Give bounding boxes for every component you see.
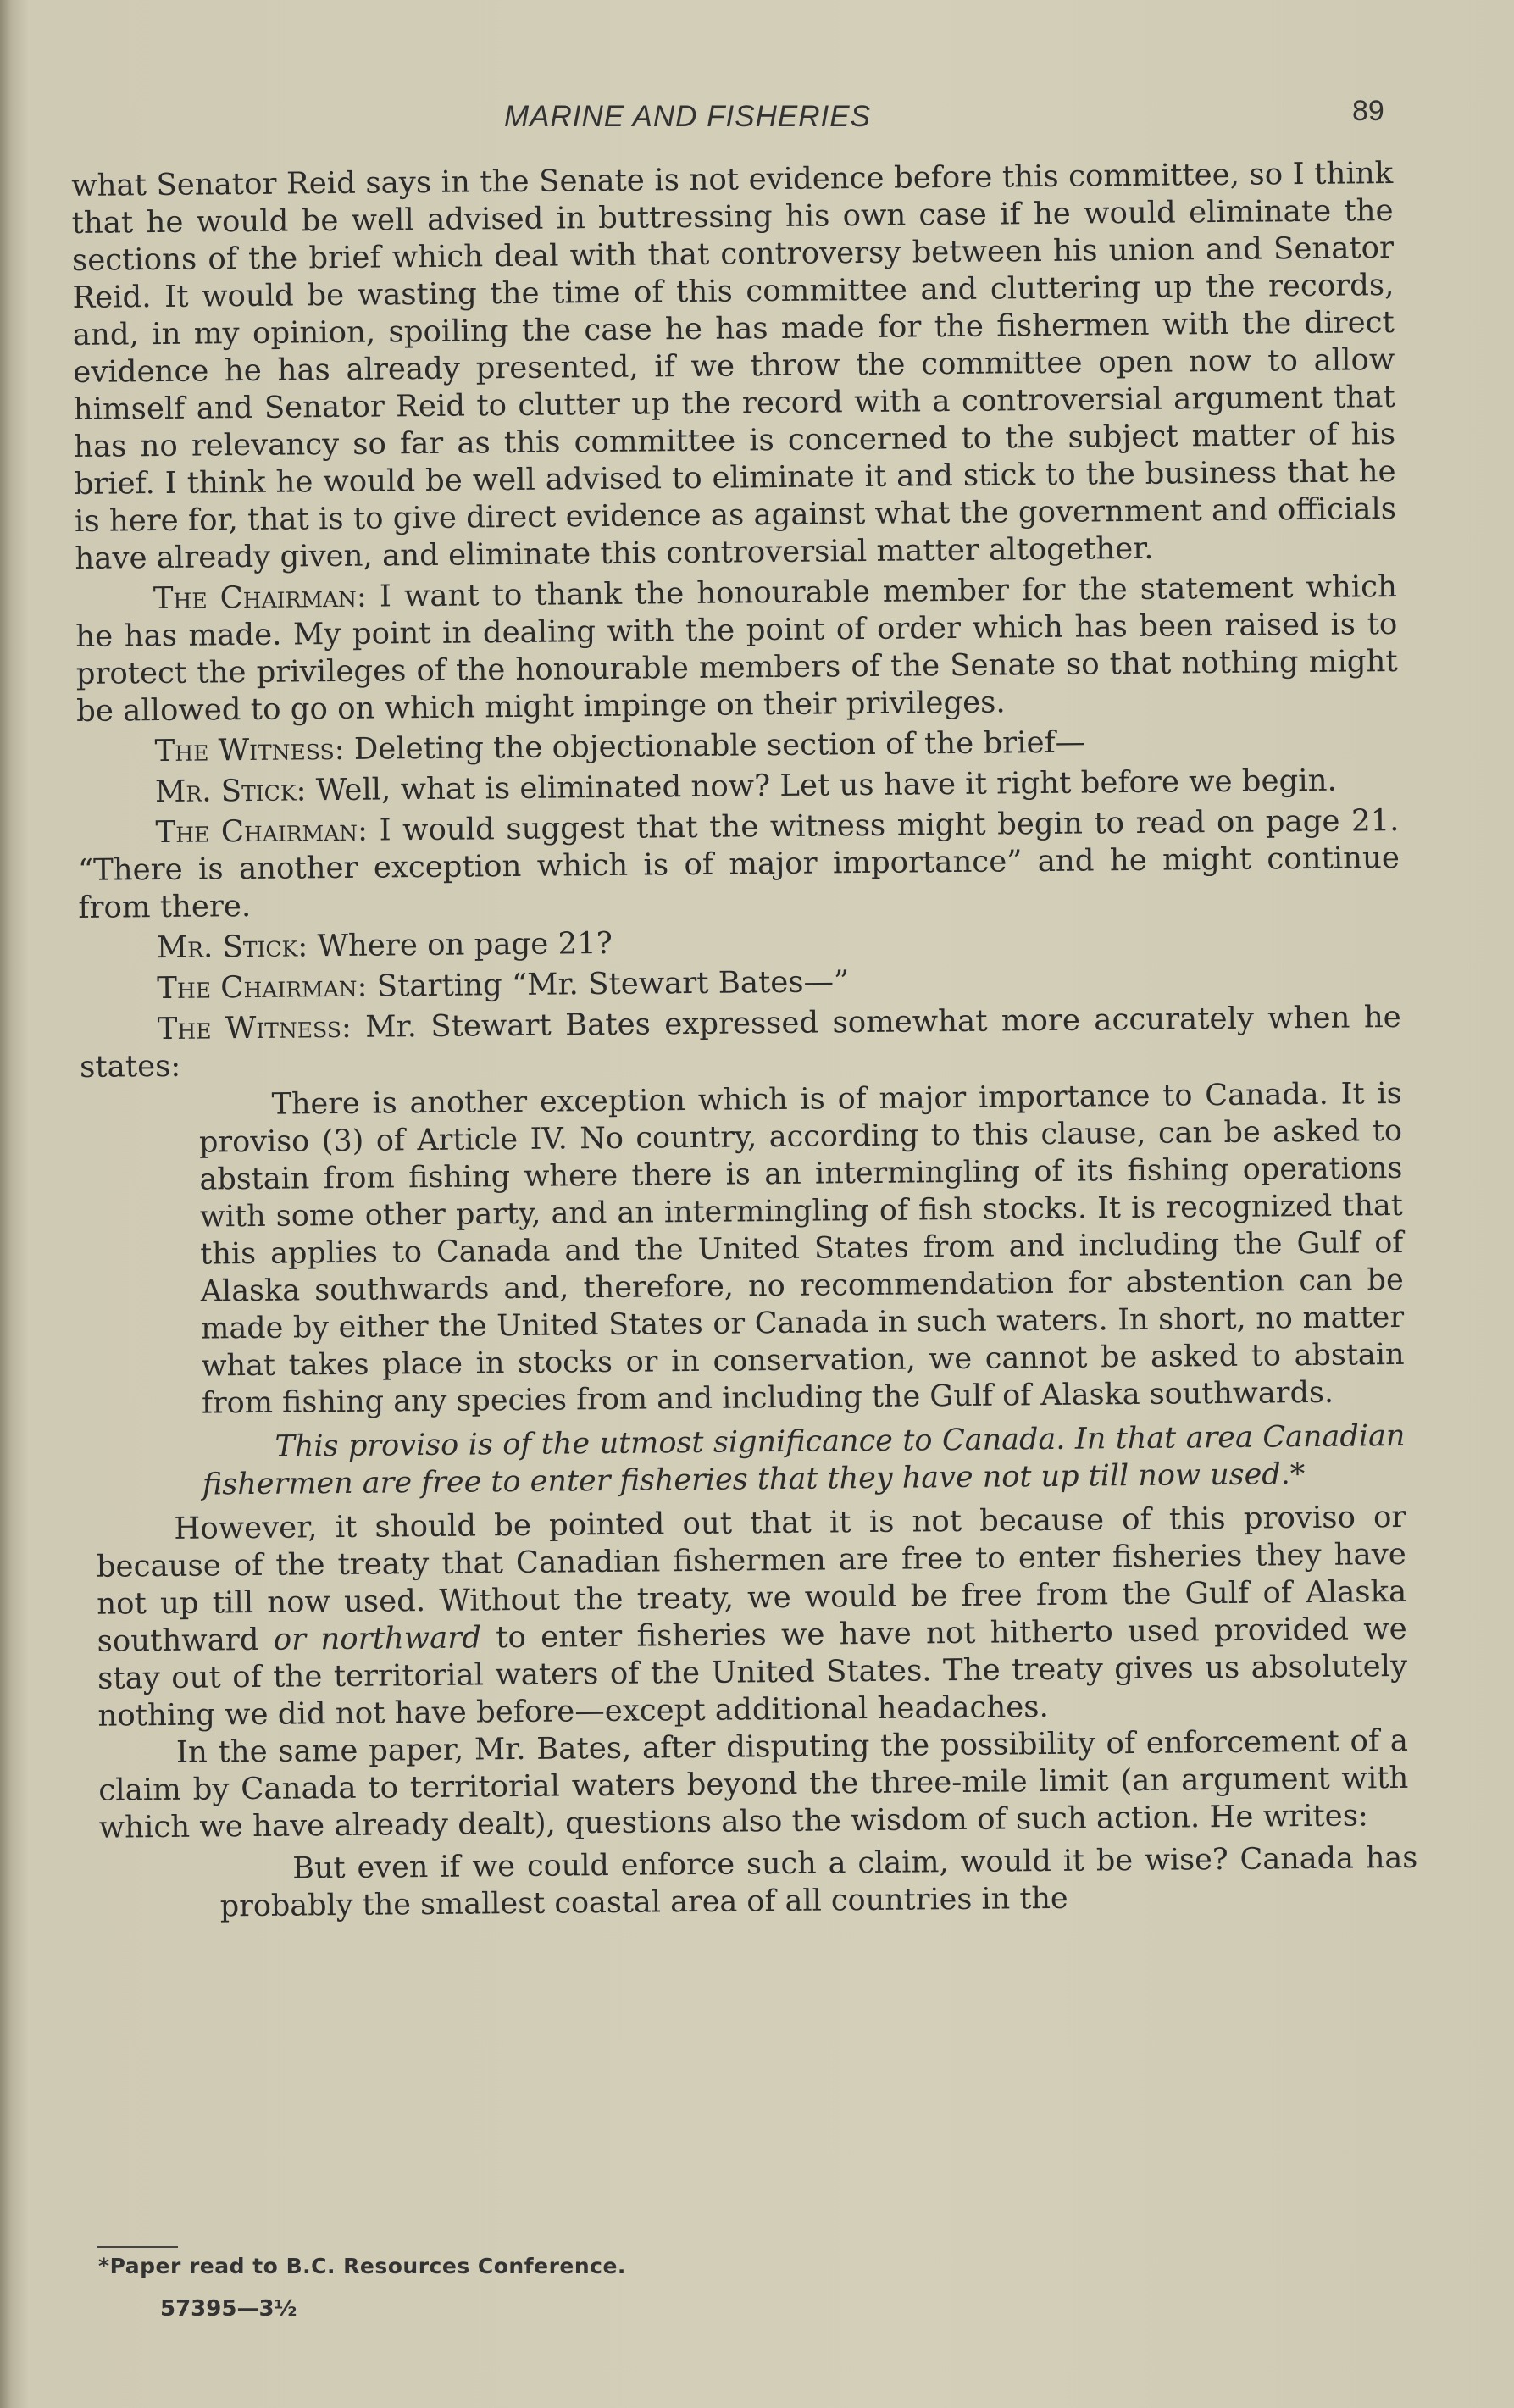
text-run: to enter fisheries we have not hitherto used provided we stay out of the territorial waters of the United States. The treaty gives us absolutely nothing we did not have before—except additional headaches.	[97, 1611, 1408, 1734]
speech: Where on page 21?	[308, 925, 613, 964]
running-title: MARINE AND FISHERIES	[504, 100, 871, 133]
speech: I would suggest that the witness might begin to read on page 21. “There is another exception which is of major importance” and he might continue from there.	[77, 802, 1400, 925]
speaker: Mr. Stick:	[154, 773, 307, 810]
emphasis: or northward	[273, 1620, 482, 1657]
speaker: Mr. Stick:	[156, 929, 308, 966]
speech: I want to thank the honourable member for the statement which he has made. My point in dealing with the point of order which has been raised is to protect the privileges of the honourable members of the Senate so that nothing might be allowed to go on which might impinge on their privileges.	[75, 569, 1398, 729]
block-quote: There is another exception which is of major importance to Canada. It is proviso (3) of Article IV. No country, according to this clause, can be asked to abstain from fishing where there is an intermingling of its fishing operations with some other party, and an intermingling of fish stocks. It is recognized that this applies to Canada and the United States from and including the Gulf of Alaska southwards and, therefore, no recommendation for abstention can be made by either the United States or Canada in such waters. In short, no matter what takes place in stocks or in conservation, we cannot be asked to abstain from fishing any species from and including the Gulf of Alaska southwards.	[198, 1076, 1405, 1421]
speaker: The Witness:	[157, 1009, 352, 1047]
paragraph	[80, 999, 1402, 1086]
paragraph	[75, 569, 1399, 730]
speaker: The Witness:	[154, 731, 345, 769]
body-text	[71, 155, 1418, 1927]
block-quote: But even if we could enforce such a claim, would it be wise? Canada has probably the smallest coastal area of all countries in the	[219, 1840, 1418, 1924]
page-number: 89	[1352, 95, 1384, 127]
block-quote-italic: This proviso is of the utmost significance to Canada. In that area Canadian fishermen are free to enter fisheries that they have not up till now used.*	[202, 1418, 1406, 1502]
footnote: *Paper read to B.C. Resources Conference.	[98, 2254, 626, 2278]
printer-signature: 57395—3½	[160, 2296, 297, 2322]
speech: Deleting the objectionable section of the brief—	[344, 724, 1086, 767]
speech: Starting “Mr. Stewart Bates—”	[367, 964, 850, 1004]
speaker: The Chairman:	[153, 579, 368, 617]
footnote-rule	[97, 2246, 178, 2248]
page-header	[0, 93, 1514, 144]
speech: Mr. Stewart Bates expressed somewhat more accurately when he states:	[79, 999, 1401, 1085]
paragraph	[77, 802, 1400, 927]
paragraph	[96, 1499, 1407, 1735]
speech: Well, what is eliminated now? Let us have it right before we begin.	[306, 763, 1337, 808]
speaker: The Chairman:	[157, 968, 368, 1007]
text-run: However, it should be pointed out that it is not because of this proviso or because of the treaty that Canadian fishermen are free to enter fisheries they have not up till now used. Without the treaty, we would be free from the Gulf of Alaska southward	[96, 1499, 1407, 1659]
speaker: The Chairman:	[155, 813, 369, 851]
paragraph: what Senator Reid says in the Senate is not evidence before this committee, so I think that he would be well advised in buttressing his own case if he would eliminate the sections of the brief which deal with that controversy between his union and Senator Reid. It would be wasting the time of this committee and cluttering up the records, and, in my opinion, spoiling the case he has made for the fishermen with the direct evidence he has already presented, if we throw the committee open now to allow himself and Senator Reid to clutter up the record with a controversial argument that has no relevancy so far as this committee is concerned to the subject matter of his brief. I think he would be well advised to eliminate it and stick to the business that he is here for, that is to give direct evidence as against what the government and officials have already given, and eliminate this controversial matter altogether.	[71, 156, 1397, 576]
paragraph: In the same paper, Mr. Bates, after disputing the possibility of enforcement of a claim by Canada to territorial waters beyond the three-mile limit (an argument with which we have already dealt), questions also the wisdom of such action. He writes:	[98, 1723, 1409, 1845]
